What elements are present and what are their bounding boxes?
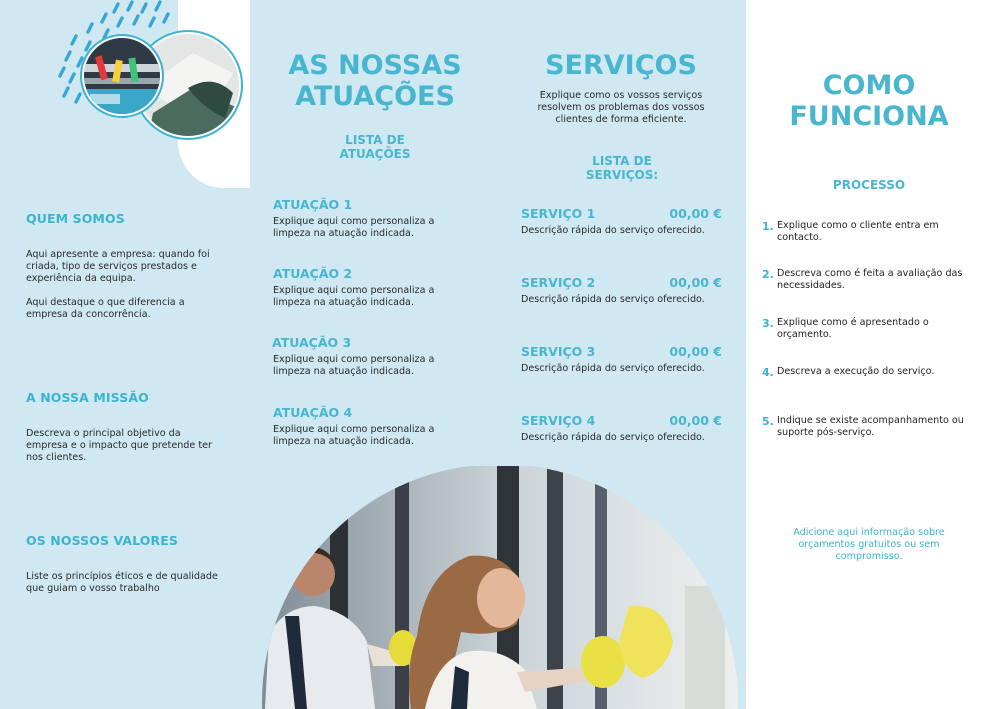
text-line: limpeza na atuação indicada. (273, 297, 414, 308)
step-4-number: 4. (762, 366, 774, 379)
title-line: ATUAÇÕES (339, 147, 411, 161)
services-title: SERVIÇOS (545, 50, 697, 81)
actions-title (250, 50, 500, 112)
service-3-price: 00,00 € (669, 344, 722, 359)
action-4-desc (273, 424, 434, 448)
step-4-text (777, 366, 972, 378)
who-we-are-text (26, 249, 210, 285)
text-line: Liste os princípios éticos e de qualidade (26, 571, 218, 582)
cleaning-team-photo (255, 466, 746, 709)
title-line: ATUAÇÕES (295, 81, 455, 112)
text-line: resolvem os problemas dos vossos (537, 102, 705, 113)
text-line: empresa da concorrência. (26, 309, 151, 320)
text-line: Explique aqui como personaliza a (273, 354, 435, 365)
service-1-price: 00,00 € (669, 206, 722, 221)
service-1-desc: Descrição rápida do serviço oferecido. (521, 225, 705, 236)
service-4-desc: Descrição rápida do serviço oferecido. (521, 432, 705, 443)
text-line: nos clientes. (26, 452, 87, 463)
text-line: Descreva a execução do serviço. (777, 366, 935, 377)
action-1-title: ATUAÇÃO 1 (273, 197, 353, 212)
text-line: clientes de forma eficiente. (555, 114, 687, 125)
text-line: compromisso. (835, 551, 903, 562)
services-list-heading (496, 154, 748, 182)
services-intro (496, 90, 746, 126)
title-line: AS NOSSAS (288, 50, 462, 81)
text-line: orçamentos gratuitos ou sem (798, 539, 940, 550)
action-3-title: ATUAÇÃO 3 (272, 335, 352, 350)
text-line: contacto. (777, 232, 822, 243)
step-5-text (777, 415, 972, 439)
text-line: Explique como é apresentado o (777, 317, 929, 328)
step-1-number: 1. (762, 220, 774, 233)
text-line: limpeza na atuação indicada. (273, 436, 414, 447)
service-2-title: SERVIÇO 2 (521, 275, 596, 290)
service-3-desc: Descrição rápida do serviço oferecido. (521, 363, 705, 374)
clothespin-photo-circle (80, 34, 164, 118)
step-1-text (777, 220, 972, 244)
title-line: FUNCIONA (789, 101, 949, 132)
service-2-desc: Descrição rápida do serviço oferecido. (521, 294, 705, 305)
action-1-desc (273, 216, 434, 240)
differentiator-text (26, 297, 185, 321)
service-4-title: SERVIÇO 4 (521, 413, 596, 428)
text-line: que guiam o vosso trabalho (26, 583, 160, 594)
text-line: Explique aqui como personaliza a (273, 216, 435, 227)
free-quote-note (746, 527, 992, 563)
panel-about (0, 0, 250, 709)
text-line: Explique aqui como personaliza a (273, 285, 435, 296)
step-3-text (777, 317, 972, 341)
text-line: necessidades. (777, 280, 845, 291)
title-line: LISTA DE (345, 133, 405, 147)
step-5-number: 5. (762, 415, 774, 428)
service-2-price: 00,00 € (669, 275, 722, 290)
text-line: Indique se existe acompanhamento ou (777, 415, 964, 426)
text-line: Adicione aqui informação sobre (793, 527, 945, 538)
text-line: limpeza na atuação indicada. (273, 228, 414, 239)
actions-list-heading (250, 133, 500, 161)
text-line: Explique como o cliente entra em (777, 220, 939, 231)
title-line: LISTA DE (592, 154, 652, 168)
text-line: Descreva o principal objetivo da (26, 428, 181, 439)
text-line: criada, tipo de serviços prestados e (26, 261, 197, 272)
action-2-desc (273, 285, 434, 309)
step-2-text (777, 268, 972, 292)
text-line: Explique aqui como personaliza a (273, 424, 435, 435)
text-line: Explique como os vossos serviços (539, 90, 703, 101)
service-4-price: 00,00 € (669, 413, 722, 428)
values-heading: OS NOSSOS VALORES (26, 533, 179, 548)
text-line: Aqui destaque o que diferencia a (26, 297, 185, 308)
values-text (26, 571, 218, 595)
step-2-number: 2. (762, 268, 774, 281)
who-we-are-heading: QUEM SOMOS (26, 211, 125, 226)
how-title (746, 70, 992, 132)
text-line: experiência da equipa. (26, 273, 136, 284)
action-3-desc (273, 354, 434, 378)
text-line: limpeza na atuação indicada. (273, 366, 414, 377)
action-4-title: ATUAÇÃO 4 (273, 405, 353, 420)
title-line: COMO (822, 70, 916, 101)
process-heading: PROCESSO (832, 178, 906, 192)
text-line: Descreva como é feita a avaliação das (777, 268, 963, 279)
service-1-title: SERVIÇO 1 (521, 206, 596, 221)
text-line: suporte pós-serviço. (777, 427, 875, 438)
text-line: orçamento. (777, 329, 832, 340)
action-2-title: ATUAÇÃO 2 (273, 266, 353, 281)
service-3-title: SERVIÇO 3 (521, 344, 596, 359)
panel-how-it-works (746, 0, 999, 709)
mission-text (26, 428, 212, 464)
text-line: empresa e o impacto que pretende ter (26, 440, 212, 451)
title-line: SERVIÇOS: (585, 168, 659, 182)
mission-heading: A NOSSA MISSÃO (26, 390, 149, 405)
text-line: Aqui apresente a empresa: quando foi (26, 249, 210, 260)
step-3-number: 3. (762, 317, 774, 330)
